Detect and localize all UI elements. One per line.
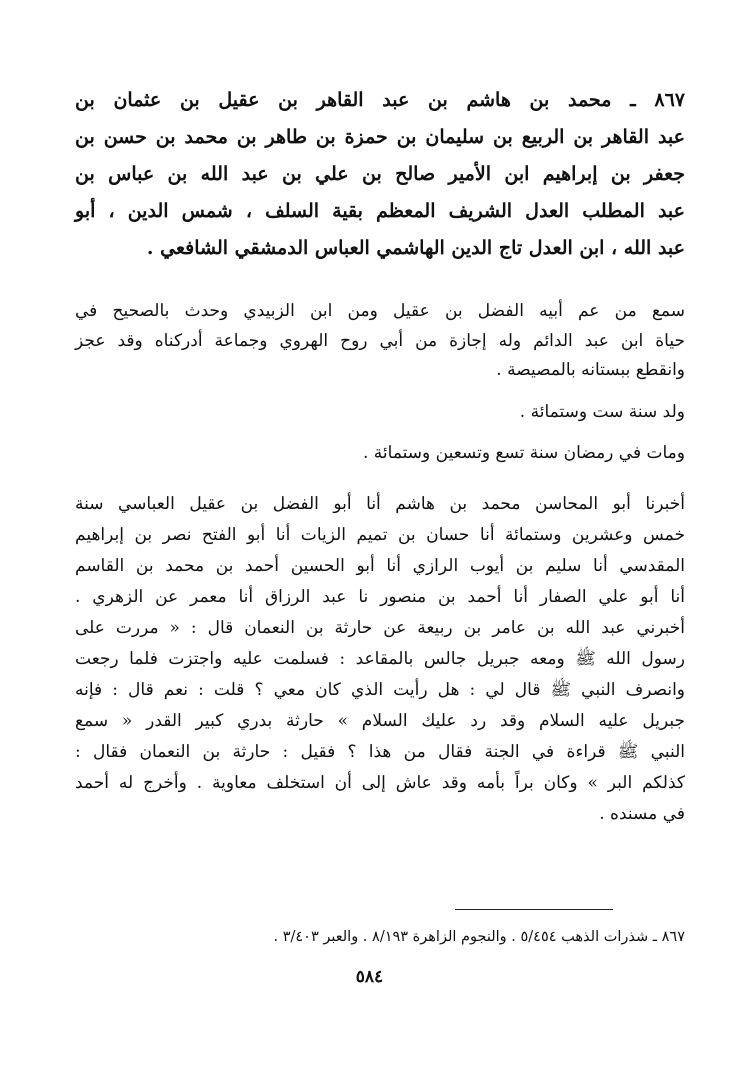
- paragraph-death: [75, 439, 685, 469]
- text-line: وانصرف النبي ﷺ قال لي : هل رأيت الذي كان معي ؟ قلت : نعم قال : فإنه: [75, 679, 685, 700]
- heading-line: ٨٦٧ ـ محمد بن هاشم بن عبد القاهر بن عقيل بن عثمان بن: [75, 89, 685, 111]
- text-line: خمس وعشرين وستمائة أنا حسان بن تميم الزيات أنا أبو الفتح نصر بن إبراهيم: [75, 524, 685, 545]
- heading-line: عبد المطلب العدل الشريف المعظم بقية السلف ، شمس الدين ، أبو: [75, 200, 685, 222]
- heading-line: جعفر بن إبراهيم ابن الأمير صالح بن علي بن عبد الله بن عباس بن: [75, 163, 685, 185]
- text-line: كذلكم البر » وكان براً بأمه وقد عاش إلى أن استخلف معاوية . وأخرج له أحمد: [75, 772, 685, 793]
- text-line: رسول الله ﷺ ومعه جبريل جالس بالمقاعد : فسلمت عليه واجتزت فلما رجعت: [75, 648, 685, 669]
- paragraph-birth: [75, 398, 685, 428]
- text-line: النبي ﷺ قراءة في الجنة فقال من هذا ؟ فقيل : حارثة بن النعمان فقال :: [75, 741, 685, 762]
- heading-line: عبد القاهر بن الربيع بن سليمان بن حمزة بن طاهر بن محمد بن حسن بن: [75, 126, 685, 148]
- footnote-divider: [455, 909, 613, 910]
- text-line: أخبرني عبد الله بن عامر بن ربيعة عن حارثة بن النعمان قال : « مررت على: [75, 617, 685, 638]
- text-line: سمع من عم أبيه الفضل بن عقيل ومن ابن الزبيدي وحدث بالصحيح في: [75, 301, 685, 321]
- footnote: ٨٦٧ ـ شذرات الذهب ٥/٤٥٤ . والنجوم الزاهرة ٨/١٩٣ . والعبر ٣/٤٠٣ .: [273, 929, 685, 945]
- heading-line: عبد الله ، ابن العدل تاج الدين الهاشمي العباس الدمشقي الشافعي .: [146, 237, 685, 259]
- text-line: وانقطع ببستانه بالمصيصة .: [496, 360, 685, 380]
- paragraph-hearing: [75, 297, 685, 386]
- text-line: ولد سنة ست وستمائة .: [519, 401, 685, 422]
- text-line: جبريل عليه السلام وقد رد عليك السلام » حارثة بدري كبير القدر « سمع: [75, 710, 685, 731]
- text-line: المقدسي أنا سليم بن أيوب الرازي أنا أبو الحسين أحمد بن محمد بن القاسم: [75, 555, 685, 576]
- page-number: ٥٨٤: [355, 967, 384, 987]
- paragraph-narration: [75, 489, 685, 830]
- text-line: ومات في رمضان سنة تسع وتسعين وستمائة .: [363, 443, 685, 463]
- text-line: أنا أبو علي الصفار أنا أحمد بن منصور نا عبد الرزاق أنا معمر عن الزهري .: [75, 586, 685, 607]
- text-line: أخبرنا أبو المحاسن محمد بن هاشم أنا أبو الفضل بن عقيل العباسي سنة: [75, 493, 685, 514]
- entry-heading: [75, 82, 685, 267]
- text-line: في مسنده .: [599, 803, 685, 824]
- text-line: حياة ابن عبد الدائم وله إجازة من أبي روح الهروي وجماعة أدركناه وقد عجز: [75, 330, 685, 351]
- page-body: [75, 82, 685, 830]
